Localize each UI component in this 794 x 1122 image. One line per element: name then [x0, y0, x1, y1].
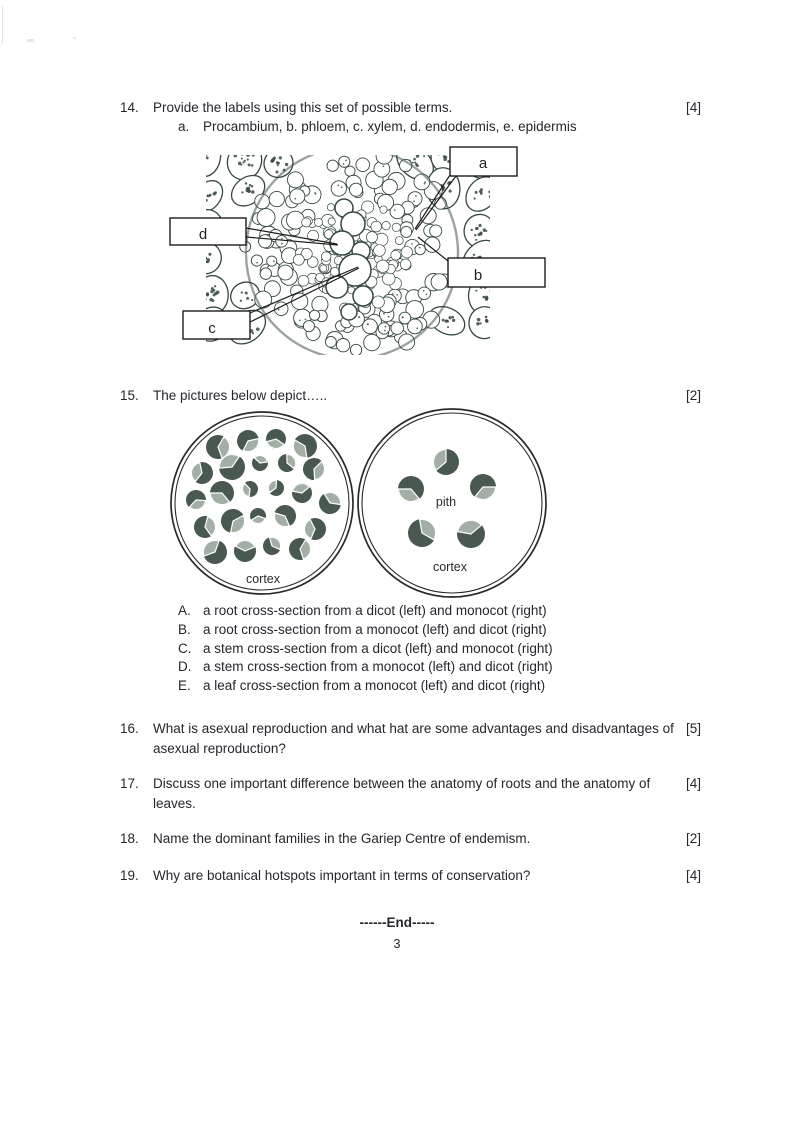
end-marker: ------End----- [359, 915, 435, 930]
label-box-d [170, 218, 246, 245]
option-letter: A. [178, 603, 191, 618]
question-text: The pictures below depict….. [153, 388, 328, 403]
page-number: 3 [393, 937, 401, 951]
question-number: 16. [120, 721, 139, 736]
option-text: a stem cross-section from a monocot (left) and dicot (right) [203, 659, 553, 675]
question-text: Discuss one important difference between the anatomy of roots and the anatomy of leaves. [153, 776, 651, 811]
question-number: 15. [120, 388, 139, 403]
question-marks: [4] [686, 776, 702, 791]
option-letter: D. [178, 659, 192, 675]
question-marks: [4] [686, 868, 702, 883]
option-b [178, 621, 553, 640]
question-17 [120, 774, 712, 814]
right-cortex-label: cortex [432, 560, 468, 574]
option-letter: C. [178, 640, 192, 656]
question-14 [120, 98, 712, 118]
question-16 [120, 719, 712, 759]
option-c [178, 640, 553, 659]
answer-options [178, 602, 553, 696]
label-a-text: a [478, 155, 488, 172]
question-15 [120, 386, 712, 406]
question-number: 17. [120, 776, 139, 791]
right-pith-label: pith [435, 495, 457, 509]
scan-artifact-dot [73, 37, 76, 39]
question-number: 14. [120, 100, 139, 115]
question-text: Provide the labels using this set of possible terms. [153, 100, 453, 115]
question-text: Name the dominant families in the Gariep Centre of endemism. [153, 831, 531, 846]
option-letter: E. [178, 678, 191, 694]
micrograph-figure [165, 143, 550, 360]
option-e [178, 677, 553, 696]
term-list-text: Procambium, b. phloem, c. xylem, d. endodermis, e. epidermis [203, 119, 577, 134]
term-list-marker: a. [178, 119, 190, 134]
option-text: a root cross-section from a dicot (left) and monocot (right) [203, 603, 547, 618]
scan-artifact-smudge [27, 39, 34, 42]
question-marks: [5] [686, 721, 702, 736]
label-b-text: b [473, 267, 483, 284]
option-a [178, 602, 553, 621]
question-19 [120, 866, 712, 886]
question-number: 18. [120, 831, 139, 846]
option-d [178, 658, 553, 677]
question-number: 19. [120, 868, 139, 883]
option-letter: B. [178, 621, 191, 637]
question-marks: [2] [686, 831, 702, 846]
left-cortex-label: cortex [245, 572, 281, 586]
question-text: What is asexual reproduction and what hat are some advantages and disadvantages of asexual reproduction? [153, 721, 674, 756]
option-text: a stem cross-section from a dicot (left) and monocot (right) [203, 640, 553, 656]
question-18 [120, 829, 712, 849]
dicot-monocot-circles [171, 409, 546, 597]
question-marks: [4] [686, 100, 702, 115]
label-c-text: c [208, 320, 216, 337]
label-box-b [448, 258, 545, 287]
question-14-terms [178, 117, 577, 136]
question-text: Why are botanical hotspots important in terms of conservation? [153, 868, 531, 883]
label-box-c [183, 311, 250, 339]
option-text: a leaf cross-section from a monocot (left) and dicot (right) [203, 678, 546, 694]
label-d-text: d [198, 226, 208, 243]
question-marks: [2] [686, 388, 702, 403]
cross-section-diagram [168, 406, 552, 600]
scan-artifact-line [2, 6, 3, 44]
option-text: a root cross-section from a monocot (left) and dicot (right) [203, 621, 547, 637]
